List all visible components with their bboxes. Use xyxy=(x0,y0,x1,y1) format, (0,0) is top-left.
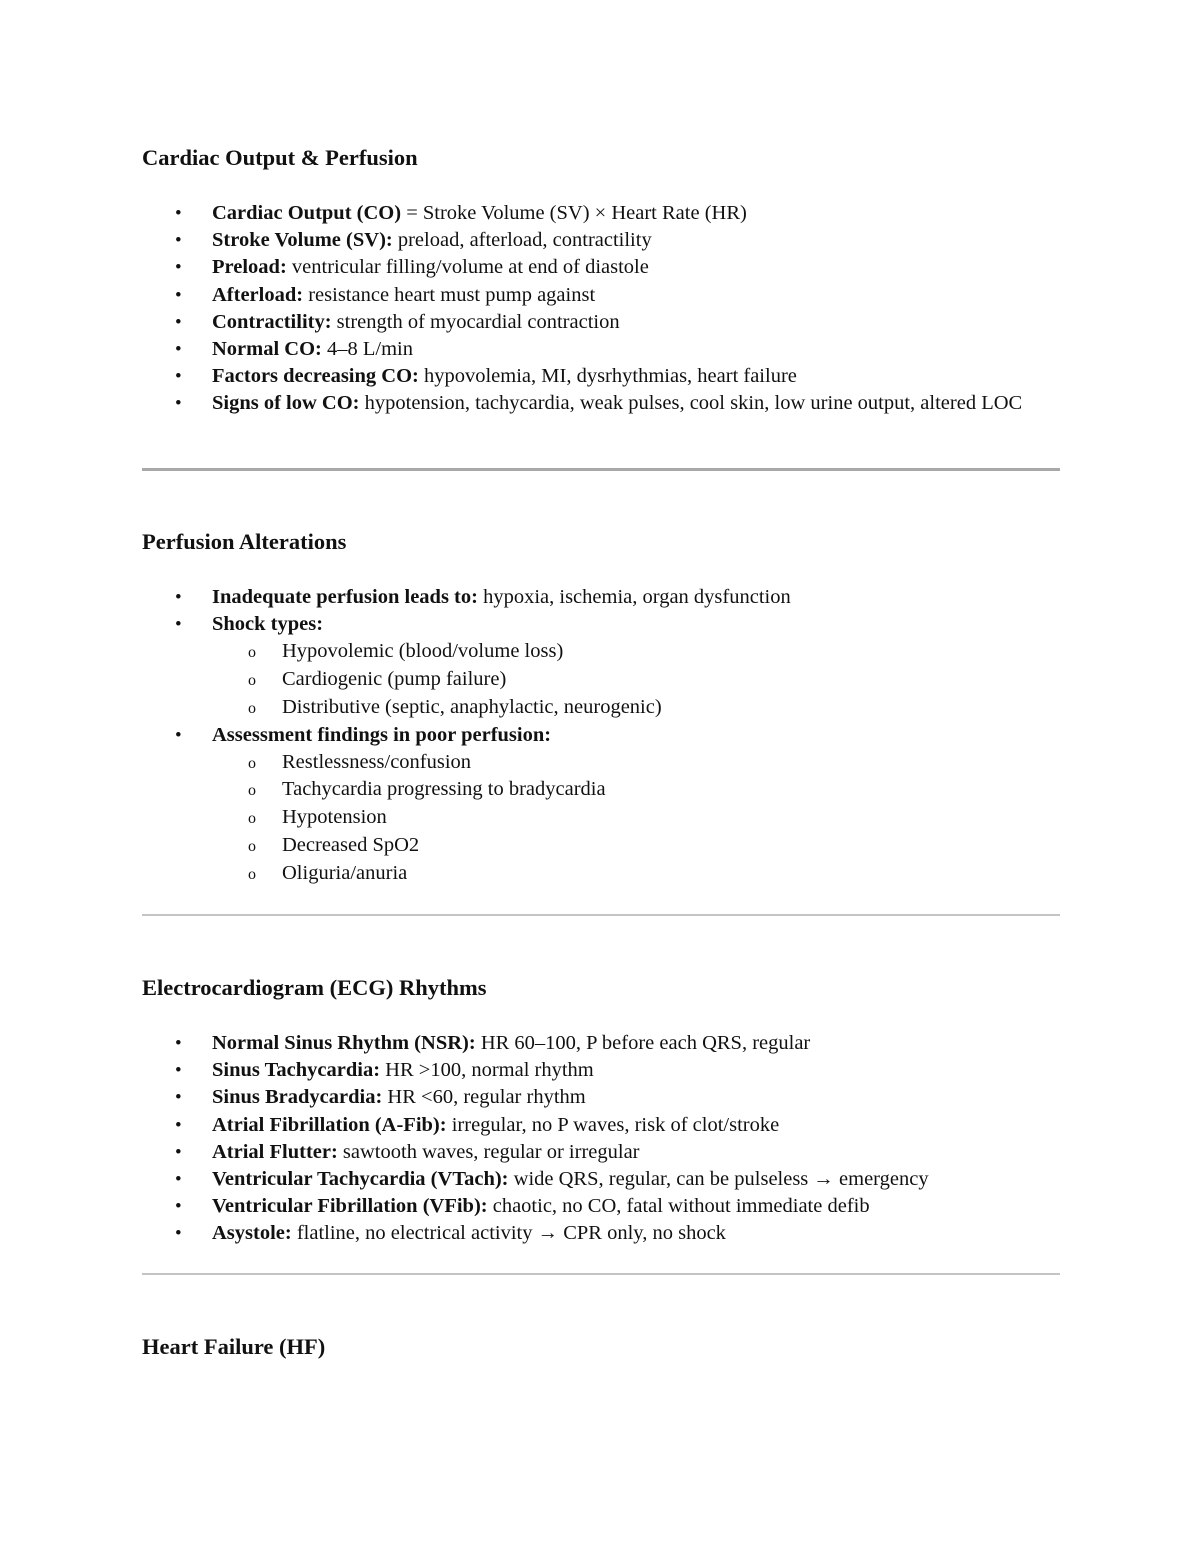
bullet-icon: • xyxy=(175,366,182,388)
list-item: • Factors decreasing CO: hypovolemia, MI, dysrhythmias, heart failure xyxy=(142,363,1060,390)
circle-bullet-icon: o xyxy=(248,810,256,828)
list-item: • Atrial Fibrillation (A-Fib): irregular, no P waves, risk of clot/stroke xyxy=(142,1112,1060,1139)
circle-bullet-icon: o xyxy=(248,782,256,800)
bullet-icon: • xyxy=(175,1223,182,1245)
list-item: • Assessment findings in poor perfusion: o Restlessness/confusion o Tachycardia progressing to bradycardia o Hypotension o Decreased SpO2 o Oliguria/anuria xyxy=(142,722,1060,888)
section-divider xyxy=(142,914,1060,916)
bullet-icon: • xyxy=(175,1087,182,1109)
bullet-icon: • xyxy=(175,614,182,636)
bullet-icon: • xyxy=(175,339,182,361)
bullet-icon: • xyxy=(175,230,182,252)
sublist-item: o Tachycardia progressing to bradycardia xyxy=(212,776,1060,804)
section-title: Heart Failure (HF) xyxy=(142,1334,326,1359)
section-heart-failure xyxy=(142,1332,1060,1362)
cardiac-output-list xyxy=(142,200,1060,418)
sublist-item: o Decreased SpO2 xyxy=(212,832,1060,860)
section-title: Perfusion Alterations xyxy=(142,529,347,554)
section-perfusion-alterations xyxy=(142,527,1060,557)
sublist-item: o Oliguria/anuria xyxy=(212,860,1060,888)
list-item: • Normal Sinus Rhythm (NSR): HR 60–100, P before each QRS, regular xyxy=(142,1030,1060,1057)
section-divider xyxy=(142,468,1060,471)
list-item: • Contractility: strength of myocardial contraction xyxy=(142,309,1060,336)
section-title: Cardiac Output & Perfusion xyxy=(142,145,418,170)
shock-types-sublist xyxy=(212,638,1060,721)
sublist-item: o Restlessness/confusion xyxy=(212,749,1060,777)
sublist-item: o Hypotension xyxy=(212,804,1060,832)
sublist-item: o Hypovolemic (blood/volume loss) xyxy=(212,638,1060,666)
sublist-item: o Distributive (septic, anaphylactic, neurogenic) xyxy=(212,694,1060,722)
list-item: • Sinus Tachycardia: HR >100, normal rhythm xyxy=(142,1057,1060,1084)
list-item: • Signs of low CO: hypotension, tachycardia, weak pulses, cool skin, low urine output, altered LOC xyxy=(142,390,1060,417)
list-item: • Cardiac Output (CO) = Stroke Volume (SV) × Heart Rate (HR) xyxy=(142,200,1060,227)
assessment-findings-sublist xyxy=(212,749,1060,888)
section-cardiac-output xyxy=(142,143,1060,173)
list-item: • Shock types: o Hypovolemic (blood/volume loss) o Cardiogenic (pump failure) o Distributive (septic, anaphylactic, neurogenic) xyxy=(142,611,1060,721)
bullet-icon: • xyxy=(175,257,182,279)
bullet-icon: • xyxy=(175,1169,182,1191)
bullet-icon: • xyxy=(175,1033,182,1054)
list-item: • Ventricular Tachycardia (VTach): wide QRS, regular, can be pulseless → emergency xyxy=(142,1166,1060,1193)
circle-bullet-icon: o xyxy=(248,644,256,662)
list-item: • Ventricular Fibrillation (VFib): chaotic, no CO, fatal without immediate defib xyxy=(142,1193,1060,1220)
bullet-icon: • xyxy=(175,203,182,224)
list-item: • Sinus Bradycardia: HR <60, regular rhythm xyxy=(142,1084,1060,1111)
list-item: • Normal CO: 4–8 L/min xyxy=(142,336,1060,363)
bullet-icon: • xyxy=(175,1114,182,1136)
list-item: • Atrial Flutter: sawtooth waves, regular or irregular xyxy=(142,1139,1060,1166)
circle-bullet-icon: o xyxy=(248,672,256,690)
circle-bullet-icon: o xyxy=(248,699,256,717)
perfusion-alterations-list xyxy=(142,584,1060,887)
bullet-icon: • xyxy=(175,724,182,746)
bullet-icon: • xyxy=(175,311,182,333)
list-item: • Inadequate perfusion leads to: hypoxia, ischemia, organ dysfunction xyxy=(142,584,1060,611)
bullet-icon: • xyxy=(175,1060,182,1082)
bullet-icon: • xyxy=(175,393,182,415)
list-item: • Stroke Volume (SV): preload, afterload, contractility xyxy=(142,227,1060,254)
section-title: Electrocardiogram (ECG) Rhythms xyxy=(142,975,487,1000)
circle-bullet-icon: o xyxy=(248,865,256,883)
list-item: • Asystole: flatline, no electrical activity → CPR only, no shock xyxy=(142,1220,1060,1247)
bullet-icon: • xyxy=(175,284,182,306)
list-item: • Preload: ventricular filling/volume at end of diastole xyxy=(142,254,1060,281)
ecg-rhythms-list xyxy=(142,1030,1060,1248)
list-item: • Afterload: resistance heart must pump against xyxy=(142,282,1060,309)
circle-bullet-icon: o xyxy=(248,754,256,772)
section-divider xyxy=(142,1273,1060,1275)
section-ecg-rhythms xyxy=(142,973,1060,1003)
bullet-icon: • xyxy=(175,1196,182,1218)
bullet-icon: • xyxy=(175,1141,182,1163)
sublist-item: o Cardiogenic (pump failure) xyxy=(212,666,1060,694)
bullet-icon: • xyxy=(175,587,182,608)
circle-bullet-icon: o xyxy=(248,837,256,855)
